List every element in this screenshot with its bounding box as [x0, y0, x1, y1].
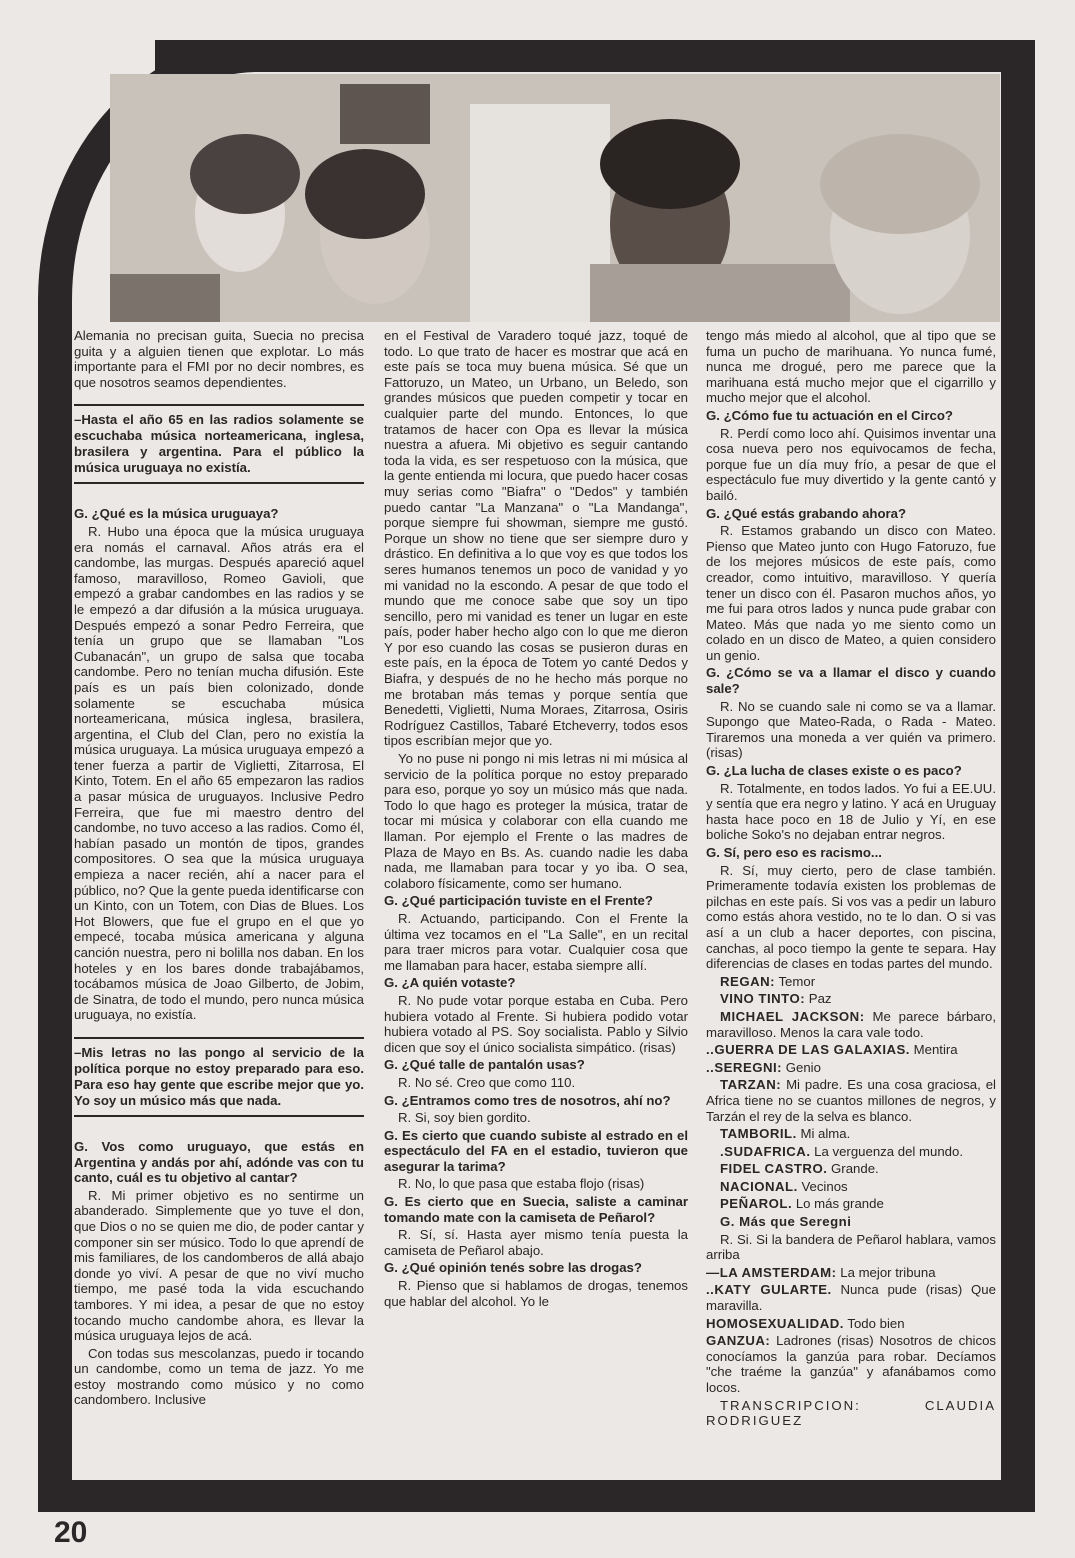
interview-photo [110, 74, 1000, 322]
question: G. Sí, pero eso es racismo... [706, 845, 882, 860]
question: G. ¿Entramos como tres de nosotros, ahí no? [384, 1092, 671, 1108]
column-1 [74, 328, 364, 1410]
pingpong-key: ..SEREGNI: [706, 1059, 783, 1075]
pingpong-key: .SUDAFRICA. [720, 1143, 811, 1159]
pull-quote-2: –Mis letras no las pongo al servicio de la política porque no estoy preparado para eso. Para eso hay gente que escribe mejor que yo. Yo soy un músico más que nada. [74, 1037, 364, 1117]
frame-bottom-bar [38, 1480, 1035, 1512]
question: G. ¿Qué opinión tenés sobre las drogas? [384, 1260, 642, 1276]
answer: R. No, lo que pasa que estaba flojo (risas) [398, 1176, 645, 1192]
pingpong-value: Mentira [913, 1042, 958, 1058]
answer: R. Mi primer objetivo es no sentirme un abanderado. Simplemente que yo tuve el don, que Dios o no se quien me dio, de poder cantar y componer sin ser músico. Todo lo que aprendí de mis familiares, de los candomberos de allá abajo donde yo viví. A pesar de que no viví mucho tiempo, me pasé toda la vida escuchando tambores. Y mi idea, a pesar de que no estoy tocando mucho candombe ahora, es llevar la música uruguaya lejos de acá. [74, 1187, 364, 1344]
answer: Yo no puse ni pongo ni mis letras ni mi música al servicio de la política porque no estoy preparado para eso, porque yo soy un músico más que nada. Todo lo que hago es proteger la música, tratar de tocar mi música y colaborar con ella cuando me llaman. Por ejemplo el Frente o las madres de Plaza de Mayo en Bs. As. cuando nadie les daba nada, me llamaban para tocar y yo iba. O sea, colaboro físicamente, como ser humano. [384, 751, 688, 891]
question: G. ¿La lucha de clases existe o es paco? [706, 763, 962, 779]
answer: R. Hubo una época que la música uruguaya era nomás el carnaval. Años atrás era el candombe, las murgas. Después apareció aquel famoso, maravilloso, Romeo Gavioli, que empezó a grabar candombes en las radios y se le empezó a dar difusión a la música uruguaya. Después empezó a sonar Pedro Ferreira, que tenía un grupo que se llamaban "Los Cubanacán", un grupo de salsa que tocaba candombe. Pero no tenían mucha difusión. Este país es un país bien colonizado, donde solamente se escuchaba música norteamericana, música inglesa, brasilera, argentina, el Club del Clan, pero no existía la música uruguaya. La música uruguaya empezó a tener fuerza a partir de Viglietti, Zitarrosa, El Kinto, Totem. En el año 65 empezaron las radios a pasar música de uruguayos. Inclusive Pedro Ferreira, que fue mi maestro dentro del candombe, no tuvo acceso a las radios. Como él, habían pasado un montón de tipos, grandes compositores. O sea que la música uruguaya empieza a nacer recién, ahí a nacer para el público, no? Que la gente pueda identificarse con un Kinto, con un Totem, con Dias de Blues. Los Hot Blowers, que fue el grupo en el que yo empecé, tocaba música americana y alguna canción nuestra, pero ni bolilla nos daban. En los hoteles y en los bares donde trabajábamos, tocábamos música de Joao Gilberto, de Jobim, de Sinatra, de todo el mundo, pero nunca música uruguaya, no existía. [74, 523, 364, 1023]
pingpong-key: GANZUA: [706, 1333, 771, 1349]
pingpong-key: FIDEL CASTRO. [720, 1161, 828, 1177]
pingpong-item [706, 1179, 996, 1195]
answer: R. No sé. Creo que como 110. [398, 1074, 576, 1090]
answer: R. Si, soy bien gordito. [398, 1110, 531, 1126]
answer: R. No pude votar porque estaba en Cuba. Pero hubiera votado al Frente. Si hubiera podido votar hubiera votado al PS. Soy socialista. Pablo y Silvio dicen que soy el único socialista simpático. (risas) [384, 992, 688, 1055]
answer: R. Actuando, participando. Con el Frente la última vez tocamos en el "La Salle", en un recital para traer micros para votar. Cualquier cosa que me llamaban para hacer, estaba siempre allí. [384, 910, 688, 973]
pull-quote-1: –Hasta el año 65 en las radios solamente se escuchaba música norteamericana, inglesa, brasilera y argentina. Para el público la música uruguaya no existía. [74, 404, 364, 484]
pingpong-value: Vecinos [801, 1178, 848, 1194]
pingpong-key: ..KATY GULARTE. [706, 1282, 832, 1298]
frame-left-bar [38, 300, 72, 1508]
pingpong-value: Temor [778, 973, 816, 989]
pingpong-value: Paz [808, 991, 832, 1007]
pingpong-key: PEÑAROL. [720, 1196, 793, 1212]
answer: en el Festival de Varadero toqué jazz, toqué de todo. Lo que trato de hacer es mostrar que acá en este país se toca muy buena música. Sé que un Fattoruzo, un Mateo, un Urbano, un Beledo, son grandes músicos que pueden competir y tocar en cualquier parte del mundo. Entonces, lo que tratamos de hacer con Opa es llevar la música nuestra a afuera. Mi objetivo es seguir cantando toda la vida, es ser respetuoso con la música, que la gente entienda mi locura, que puedo hacer cosas muy serias como "Biafra" o "Dedos" y también puedo cantar "La Manzana" o "La Mandanga", porque siempre fui showman, siempre me gustó. Porque un show no tiene que ser siempre duro y drástico. En definitiva a lo que voy es que todos los seres humanos tenemos un poco de vanidad y yo mi vanidad no la escondo. A pesar de que todo el mundo que me conoce sabe que soy un tipo sencillo, pero mi vanidad es tener un lugar en este país, poder haber hecho algo con lo que me dieron Y por eso cuando las cosas se pusieron duras en este país, en la época de Totem yo canté Dedos y Biafra, y después de no he hecho más porque no me brotaban más temas y porque sentía que Benedetti, Viglietti, Numa Moraes, Zitarrosa, Osiris Rodríguez Castillos, Tabaré Etcheverry, todos esos tipos escribían mejor que yo. [384, 328, 688, 749]
pingpong-value: Grande. [831, 1161, 879, 1177]
question: G. ¿Cómo fue tu actuación en el Circo? [706, 407, 953, 423]
pingpong-item [706, 1161, 996, 1177]
pingpong-item [706, 1042, 996, 1058]
answer: R. Estamos grabando un disco con Mateo. Pienso que Mateo junto con Hugo Fatoruzo, fue de los mejores músicos de este país, como creador, como intuitivo, maravilloso. Y quería tener un disco con él. Pasaron muchos años, yo me fui para otros lados y nunca pude grabar con Mateo. Más que nada yo me siento como un colado en un disco de Mateo, a quien considero un genio. [706, 523, 996, 663]
frame-right-bar [1001, 40, 1035, 1512]
pingpong-item [706, 1214, 996, 1230]
pingpong-key: ..GUERRA DE LAS GALAXIAS. [706, 1042, 910, 1058]
photo-illustration [110, 74, 1000, 322]
pingpong-value: Mi padre. Es una cosa graciosa, el Africa tiene no se cuantos millones de negros, y Tarzán el rey de la selva es blanco. [706, 1077, 996, 1124]
pingpong-list [706, 974, 996, 1396]
answer: tengo más miedo al alcohol, que al tipo que se fuma un pucho de marihuana. Yo nunca fumé, nunca me drogué, pero me parece que la marihuana está mucho mejor que el cigarrillo y mucho mejor que el alcohol. [706, 328, 996, 406]
pingpong-key: —LA AMSTERDAM: [706, 1264, 837, 1280]
pingpong-value: Lo más grande [795, 1196, 884, 1212]
pingpong-key: REGAN: [720, 973, 776, 989]
pingpong-value: Me parece bárbaro, maravilloso. Menos la cara vale todo. [706, 1008, 997, 1040]
pingpong-item [706, 1316, 996, 1332]
pingpong-item [706, 1060, 996, 1076]
pingpong-item [706, 1126, 996, 1142]
pingpong-item [706, 974, 996, 990]
pingpong-key: NACIONAL. [720, 1178, 798, 1194]
transcription-credit: TRANSCRIPCION: CLAUDIA RODRIGUEZ [706, 1397, 996, 1429]
question: G. ¿Qué estás grabando ahora? [706, 505, 907, 521]
pingpong-key: TAMBORIL. [720, 1126, 797, 1142]
pingpong-item [706, 1196, 996, 1212]
column-2 [384, 328, 688, 1311]
pingpong-key: MICHAEL JACKSON: [720, 1008, 865, 1024]
answer: R. Perdí como loco ahí. Quisimos inventar una cosa nueva pero nos equivocamos de fecha, porque fue un día muy frío, a pesar de que el espectáculo fue muy divertido y la gente cantó y bailó. [706, 425, 996, 503]
answer: R. Sí, sí. Hasta ayer mismo tenía puesta la camiseta de Peñarol abajo. [384, 1227, 688, 1258]
pingpong-item [706, 1009, 996, 1040]
answer: Con todas sus mescolanzas, puedo ir tocando un candombe, como un tema de jazz. Yo me estoy mostrando como músico y no como candombero. Inclusive [74, 1345, 364, 1408]
pingpong-item [706, 1144, 996, 1160]
pingpong-value: La mejor tribuna [840, 1264, 936, 1280]
pingpong-item [706, 991, 996, 1007]
pingpong-key: G. Más que Seregni [720, 1214, 852, 1230]
question: G. ¿Cómo se va a llamar el disco y cuando sale? [706, 665, 996, 697]
answer: R. Sí, muy cierto, pero de clase también. Primeramente todavía existen los problemas de pilchas en este país. Si vos vas a pedir un laburo como estás ahora vestido, no te lo dan. O si vas así a un club a hacer deportes, con piscina, canchas, al poco tiempo la gente te separa. Hay diferencias de clases en todas partes del mundo. [706, 862, 996, 972]
question: G. Vos como uruguayo, que estás en Argentina y andás por ahí, adónde vas con tu canto, cuál es tu objetivo al cantar? [74, 1138, 364, 1186]
question: G. ¿Qué talle de pantalón usas? [384, 1057, 585, 1073]
question: G. Es cierto que en Suecia, saliste a caminar tomando mate con la camiseta de Peñarol? [384, 1194, 688, 1225]
pingpong-item [706, 1333, 996, 1395]
question: G. ¿Qué participación tuviste en el Frente? [384, 893, 653, 909]
pingpong-item [706, 1077, 996, 1124]
pingpong-item [706, 1282, 996, 1313]
question: G. ¿Qué es la música uruguaya? [74, 506, 279, 522]
pingpong-value: R. Si. Si la bandera de Peñarol hablara, vamos arriba [706, 1231, 996, 1263]
question: G. Es cierto que cuando subiste al estrado en el espectáculo del FA en el estadio, tuvieron que asegurar la tarima? [384, 1127, 688, 1174]
pingpong-value: Genio [785, 1059, 821, 1075]
column-3 [706, 328, 996, 1431]
pingpong-key: TARZAN: [720, 1077, 782, 1093]
question: G. ¿A quién votaste? [384, 975, 516, 991]
pingpong-value: La verguenza del mundo. [814, 1143, 964, 1159]
pingpong-value: Todo bien [847, 1315, 905, 1331]
answer: R. No se cuando sale ni como se va a llamar. Supongo que Mateo-Rada, o Rada - Mateo. Tiraremos una moneda a ver quién va primero. (risas) [706, 698, 996, 761]
page-number: 20 [54, 1516, 88, 1549]
answer: R. Pienso que si hablamos de drogas, tenemos que hablar del alcohol. Yo le [384, 1278, 688, 1309]
pingpong-value: Nunca pude (risas) Que maravilla. [706, 1282, 996, 1314]
pingpong-item [706, 1232, 996, 1263]
pingpong-key: VINO TINTO: [720, 991, 806, 1007]
pingpong-key: HOMOSEXUALIDAD. [706, 1315, 844, 1331]
pingpong-item [706, 1265, 996, 1281]
pingpong-value: Ladrones (risas) Nosotros de chicos conocíamos la ganzúa para robar. Decíamos "che traéme la ganzúa" y afanábamos como locos. [706, 1333, 996, 1395]
answer: R. Totalmente, en todos lados. Yo fui a EE.UU. y sentía que era negro y latino. Y acá en Uruguay hasta hace poco en 18 de Julio y Yí, en ese boliche Soko's no dejaban entrar negros. [706, 780, 996, 843]
col1-intro: Alemania no precisan guita, Suecia no precisa guita y a alguien tienen que explotar. Lo más importante para el FMI por no decir nombres, es que nosotros seamos dependientes. [74, 328, 364, 390]
frame-top-bar [155, 40, 1035, 72]
pingpong-value: Mi alma. [800, 1126, 851, 1142]
